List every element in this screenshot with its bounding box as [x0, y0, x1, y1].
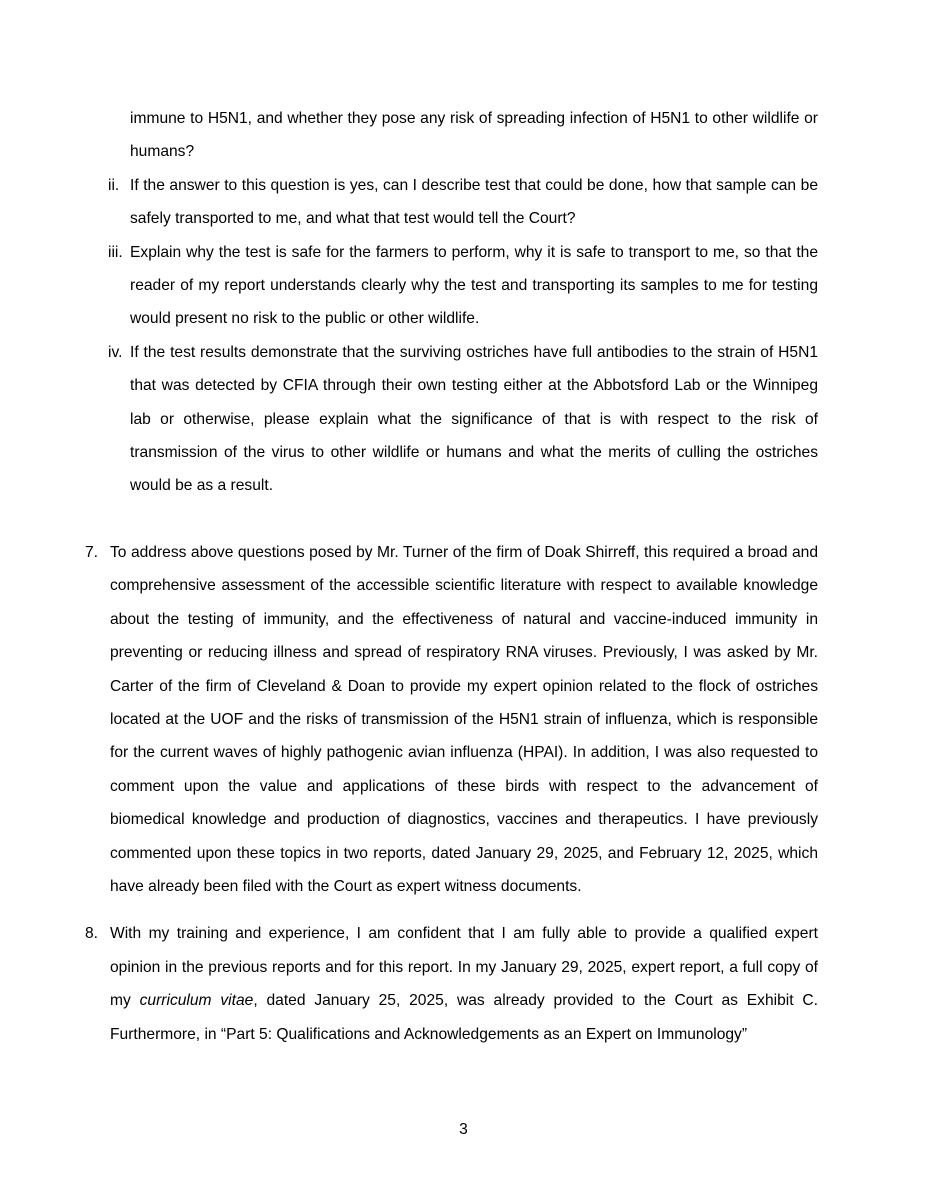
list-item-marker: iii.	[108, 243, 123, 261]
list-item-iv	[108, 336, 818, 503]
paragraph-number: 8.	[85, 925, 99, 943]
paragraph-number: 7.	[85, 543, 99, 561]
list-item-marker: iv.	[108, 343, 123, 361]
paragraph-7	[85, 536, 818, 903]
page-number: 3	[459, 1121, 468, 1138]
document-body	[0, 102, 927, 1051]
list-item-marker: ii.	[108, 176, 120, 194]
paragraph-text-segment: , dated January 25, 2025, was already provided to the Court as Exhibit C. Furthermore, in “Part 5: Qualifications and Acknowledgements as an Expert on Immunology”	[110, 992, 818, 1043]
list-item-text: If the test results demonstrate that the surviving ostriches have full antibodies to the strain of H5N1 that was detected by CFIA through their own testing either at the Abbotsford Lab or the Winnipeg lab or otherwise, please explain what the significance of that is with respect to the risk of transmission of the virus to other wildlife or humans and what the merits of culling the ostriches would be as a result.	[130, 343, 818, 495]
list-item-ii	[108, 169, 818, 236]
paragraph-text-segment: With my training and experience, I am confident that I am fully able to provide a qualified expert opinion in the previous reports and for this report. In my January 29, 2025, expert report, a full copy of my	[110, 925, 818, 1010]
continuation-paragraph: immune to H5N1, and whether they pose any risk of spreading infection of H5N1 to other wildlife or humans?	[130, 110, 818, 161]
list-item-text: If the answer to this question is yes, can I describe test that could be done, how that sample can be safely transported to me, and what that test would tell the Court?	[130, 176, 818, 228]
paragraph-text	[110, 917, 818, 1051]
curriculum-vitae-italic: curriculum vitae	[139, 992, 254, 1010]
paragraph-text: To address above questions posed by Mr. Turner of the firm of Doak Shirreff, this required a broad and comprehensive assessment of the accessible scientific literature with respect to available knowledge about the testing of immunity, and the effectiveness of natural and vaccine-induced immunity in preventing or reducing illness and spread of respiratory RNA viruses. Previously, I was asked by Mr. Carter of the firm of Cleveland & Doan to provide my expert opinion related to the flock of ostriches located at the UOF and the risks of transmission of the H5N1 strain of influenza, which is responsible for the current waves of highly pathogenic avian influenza (HPAI). In addition, I was also requested to comment upon the value and applications of these birds with respect to the advancement of biomedical knowledge and production of diagnostics, vaccines and therapeutics. I have previously commented upon these topics in two reports, dated January 29, 2025, and February 12, 2025, which have already been filed with the Court as expert witness documents.	[110, 543, 818, 895]
list-item-iii	[108, 236, 818, 336]
paragraph-8	[85, 917, 818, 1051]
list-item-text: Explain why the test is safe for the farmers to perform, why it is safe to transport to me, so that the reader of my report understands clearly why the test and transporting its samples to me for testing would present no risk to the public or other wildlife.	[130, 243, 818, 328]
